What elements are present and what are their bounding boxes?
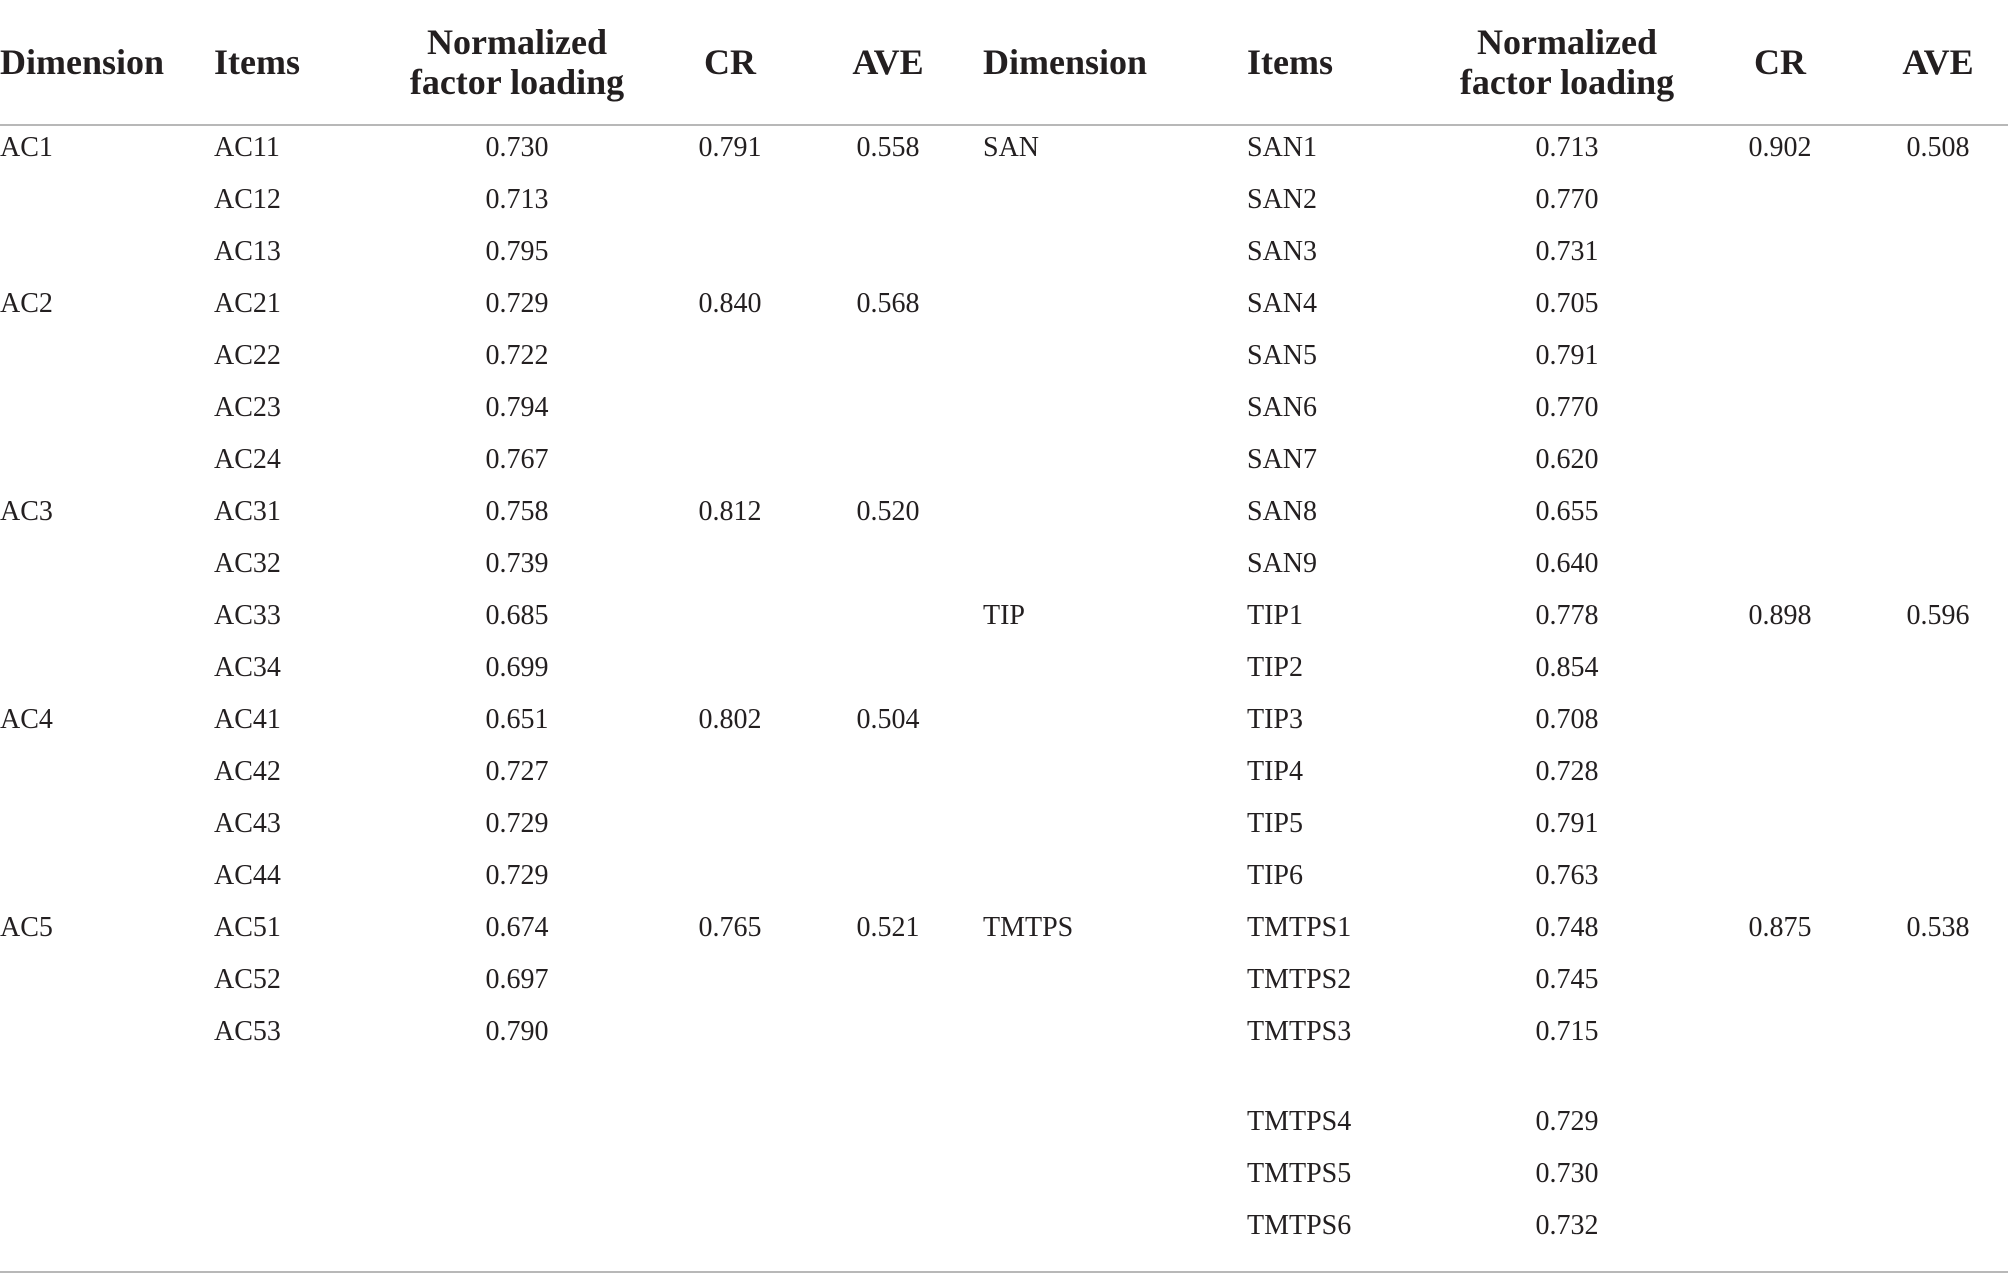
row-dimension-right: TIP <box>983 600 1025 631</box>
header-dimension-right: Dimension <box>983 42 1148 82</box>
row-dimension-left: AC1 <box>0 132 53 163</box>
table-row <box>0 434 2008 486</box>
table-row <box>0 382 2008 434</box>
table-row <box>0 1006 2008 1058</box>
row-item-right: SAN6 <box>1247 392 1318 423</box>
row-dimension-left: AC2 <box>0 288 53 319</box>
row-item-right: SAN4 <box>1247 288 1318 319</box>
table-row <box>0 1200 2008 1252</box>
table-header <box>0 0 2008 126</box>
table-row <box>0 122 2008 174</box>
table-row <box>0 278 2008 330</box>
row-loading-left: 0.697 <box>485 964 549 995</box>
row-item-right: SAN7 <box>1247 444 1318 475</box>
row-item-left: AC51 <box>214 912 281 943</box>
row-item-left: AC31 <box>214 496 281 527</box>
row-loading-right: 0.791 <box>1535 340 1599 371</box>
row-cr-right: 0.898 <box>1748 600 1812 631</box>
header-items-left: Items <box>214 42 300 82</box>
row-item-right: TMTPS3 <box>1247 1016 1352 1047</box>
row-item-right: SAN8 <box>1247 496 1318 527</box>
table-row <box>0 954 2008 1006</box>
row-loading-left: 0.729 <box>485 808 549 839</box>
row-cr-left: 0.791 <box>698 132 762 163</box>
row-item-right: SAN5 <box>1247 340 1318 371</box>
row-cr-left: 0.840 <box>698 288 762 319</box>
row-loading-right: 0.763 <box>1535 860 1599 891</box>
row-loading-right: 0.770 <box>1535 184 1599 215</box>
header-dimension-left: Dimension <box>0 42 165 82</box>
table-bottom-rule <box>0 1271 2008 1273</box>
row-dimension-left: AC5 <box>0 912 53 943</box>
header-loading-right-line1: Normalized <box>1477 22 1657 62</box>
table-row <box>0 1148 2008 1200</box>
row-item-right: TIP1 <box>1247 600 1303 631</box>
row-item-right: SAN2 <box>1247 184 1318 215</box>
row-ave-right: 0.538 <box>1906 912 1970 943</box>
table-row <box>0 798 2008 850</box>
row-cr-right: 0.902 <box>1748 132 1812 163</box>
row-item-left: AC42 <box>214 756 281 787</box>
table-row <box>0 642 2008 694</box>
row-loading-left: 0.674 <box>485 912 549 943</box>
row-loading-right: 0.854 <box>1535 652 1599 683</box>
table-row <box>0 226 2008 278</box>
row-cr-left: 0.812 <box>698 496 762 527</box>
row-loading-left: 0.730 <box>485 132 549 163</box>
row-cr-left: 0.765 <box>698 912 762 943</box>
table-row <box>0 902 2008 954</box>
table-row <box>0 746 2008 798</box>
row-loading-right: 0.620 <box>1535 444 1599 475</box>
row-loading-left: 0.699 <box>485 652 549 683</box>
row-item-right: TMTPS6 <box>1247 1210 1352 1241</box>
row-loading-left: 0.713 <box>485 184 549 215</box>
row-item-right: TIP3 <box>1247 704 1303 735</box>
row-item-left: AC41 <box>214 704 281 735</box>
row-ave-right: 0.508 <box>1906 132 1970 163</box>
row-loading-left: 0.722 <box>485 340 549 371</box>
table-row <box>0 330 2008 382</box>
row-loading-left: 0.727 <box>485 756 549 787</box>
row-item-left: AC13 <box>214 236 281 267</box>
row-loading-left: 0.651 <box>485 704 549 735</box>
row-item-left: AC44 <box>214 860 281 891</box>
row-loading-right: 0.705 <box>1535 288 1599 319</box>
header-cr-right: CR <box>1754 42 1806 82</box>
row-loading-right: 0.791 <box>1535 808 1599 839</box>
row-item-right: TIP4 <box>1247 756 1303 787</box>
row-loading-left: 0.795 <box>485 236 549 267</box>
row-ave-left: 0.504 <box>856 704 920 735</box>
row-loading-left: 0.685 <box>485 600 549 631</box>
header-loading-left-line1: Normalized <box>427 22 607 62</box>
row-loading-left: 0.790 <box>485 1016 549 1047</box>
row-loading-right: 0.731 <box>1535 236 1599 267</box>
row-item-left: AC22 <box>214 340 281 371</box>
row-dimension-left: AC3 <box>0 496 53 527</box>
table-row <box>0 538 2008 590</box>
header-loading-left-line2: factor loading <box>409 62 625 102</box>
row-dimension-right: SAN <box>983 132 1040 163</box>
header-ave-right: AVE <box>1902 42 1974 82</box>
header-loading-right-line2: factor loading <box>1459 62 1675 102</box>
row-ave-left: 0.568 <box>856 288 920 319</box>
row-item-right: TMTPS4 <box>1247 1106 1352 1137</box>
row-item-left: AC33 <box>214 600 281 631</box>
row-dimension-left: AC4 <box>0 704 53 735</box>
row-cr-right: 0.875 <box>1748 912 1812 943</box>
header-ave-left: AVE <box>852 42 924 82</box>
header-loading-left <box>380 22 654 102</box>
row-item-right: TIP5 <box>1247 808 1303 839</box>
row-item-left: AC53 <box>214 1016 281 1047</box>
row-loading-right: 0.745 <box>1535 964 1599 995</box>
row-item-right: TMTPS5 <box>1247 1158 1352 1189</box>
row-cr-left: 0.802 <box>698 704 762 735</box>
table-row <box>0 486 2008 538</box>
row-loading-left: 0.739 <box>485 548 549 579</box>
row-item-right: SAN1 <box>1247 132 1318 163</box>
table-row <box>0 590 2008 642</box>
row-loading-right: 0.748 <box>1535 912 1599 943</box>
row-loading-right: 0.778 <box>1535 600 1599 631</box>
row-ave-left: 0.521 <box>856 912 920 943</box>
row-loading-left: 0.767 <box>485 444 549 475</box>
row-item-right: TMTPS1 <box>1247 912 1352 943</box>
row-item-right: TIP2 <box>1247 652 1303 683</box>
row-item-right: SAN9 <box>1247 548 1318 579</box>
row-item-left: AC24 <box>214 444 281 475</box>
row-item-left: AC32 <box>214 548 281 579</box>
header-items-right: Items <box>1247 42 1333 82</box>
row-loading-left: 0.729 <box>485 288 549 319</box>
row-loading-right: 0.713 <box>1535 132 1599 163</box>
row-item-right: TMTPS2 <box>1247 964 1352 995</box>
row-dimension-right: TMTPS <box>983 912 1074 943</box>
row-loading-right: 0.770 <box>1535 392 1599 423</box>
row-item-left: AC52 <box>214 964 281 995</box>
row-loading-left: 0.729 <box>485 860 549 891</box>
row-loading-right: 0.729 <box>1535 1106 1599 1137</box>
row-loading-right: 0.728 <box>1535 756 1599 787</box>
row-ave-left: 0.558 <box>856 132 920 163</box>
table-row <box>0 174 2008 226</box>
header-cr-left: CR <box>704 42 756 82</box>
row-item-left: AC43 <box>214 808 281 839</box>
row-loading-right: 0.715 <box>1535 1016 1599 1047</box>
row-item-left: AC12 <box>214 184 281 215</box>
row-loading-right: 0.655 <box>1535 496 1599 527</box>
row-ave-left: 0.520 <box>856 496 920 527</box>
row-loading-left: 0.794 <box>485 392 549 423</box>
row-ave-right: 0.596 <box>1906 600 1970 631</box>
row-loading-right: 0.640 <box>1535 548 1599 579</box>
row-item-left: AC34 <box>214 652 281 683</box>
row-item-left: AC11 <box>214 132 280 163</box>
table-row <box>0 694 2008 746</box>
row-loading-left: 0.758 <box>485 496 549 527</box>
row-item-right: SAN3 <box>1247 236 1318 267</box>
row-item-right: TIP6 <box>1247 860 1303 891</box>
header-loading-right <box>1430 22 1704 102</box>
row-loading-right: 0.732 <box>1535 1210 1599 1241</box>
row-loading-right: 0.730 <box>1535 1158 1599 1189</box>
row-loading-right: 0.708 <box>1535 704 1599 735</box>
row-item-left: AC21 <box>214 288 281 319</box>
table-row <box>0 850 2008 902</box>
table-row <box>0 1096 2008 1148</box>
row-item-left: AC23 <box>214 392 281 423</box>
